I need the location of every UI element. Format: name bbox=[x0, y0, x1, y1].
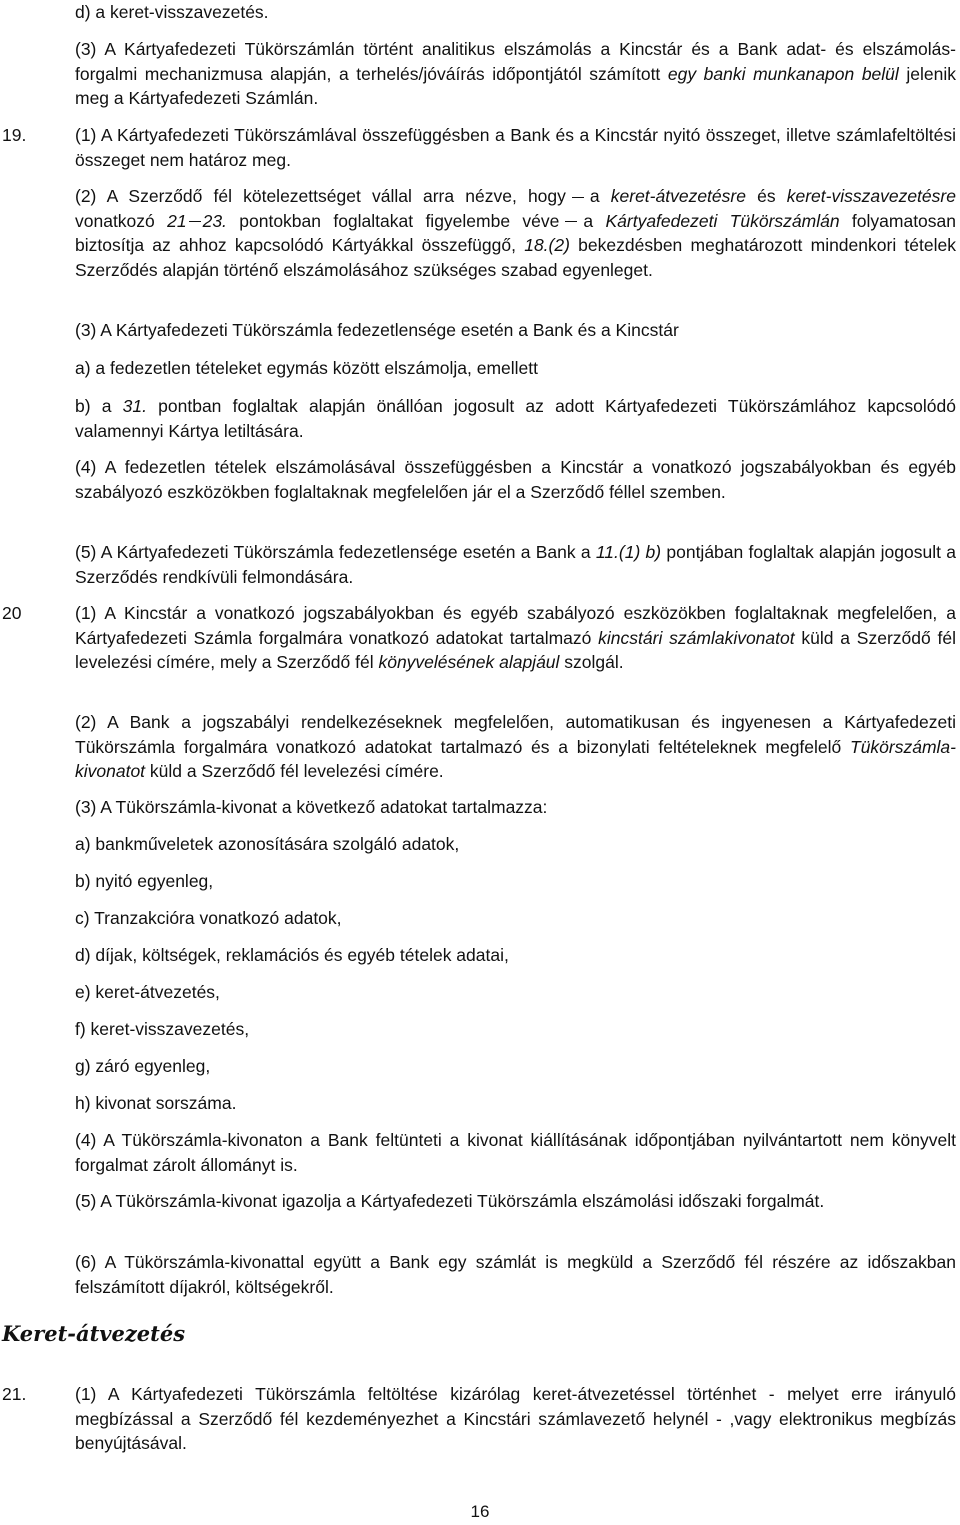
section-19-item-b: b) a 31. pontban foglaltak alapján önállóan jogosult az adott Kártyafedezeti Tükörszámlához kapcsolódó valamennyi Kártya letiltására. bbox=[75, 396, 956, 441]
section-21-paragraph-1: (1) A Kártyafedezeti Tükörszámla feltöltése kizárólag keret-átvezetéssel történhet - melyet erre irányuló megbízással a Szerződő fél kezdeményezhet a Kincstári számlavezető helynél - ,vagy elektronikus megbízás benyújtásával. bbox=[75, 1384, 956, 1453]
section-19-paragraph-1: (1) A Kártyafedezeti Tükörszámlával összefüggésben a Bank és a Kincstár nyitó összeget, illetve számlafeltöltési összeget nem határoz meg. bbox=[75, 125, 956, 170]
section-19-paragraph-2: (2) A Szerződő fél kötelezettséget vállal arra nézve, hogy a keret-átvezetésre és keret-visszavezetésre vonatkozó 21 23. pontokban foglaltakat figyelembe véve a Kártyafedezeti Tükörszámlán folyamatosan biztosítja az ahhoz kapcsolódó Kártyákkal összefüggő, 18.(2) bekezdésben meghatározott mindenkori tételek Szerződés alapján történő elszámolásához szükséges szabad egyenleget. bbox=[75, 186, 957, 280]
list-item: b) nyitó egyenleg, bbox=[75, 871, 214, 891]
list-item: f) keret-visszavezetés, bbox=[75, 1019, 250, 1039]
section-19-number: 19. bbox=[2, 125, 27, 145]
section-heading: Keret-átvezetés bbox=[2, 1321, 186, 1346]
section-20-paragraph-3: (3) A Tükörszámla-kivonat a következő adatokat tartalmazza: bbox=[75, 797, 548, 817]
list-item: a) bankműveletek azonosítására szolgáló adatok, bbox=[75, 834, 460, 854]
list-item: d) díjak, költségek, reklamációs és egyéb tételek adatai, bbox=[75, 945, 509, 965]
section-20-paragraph-1: (1) A Kincstár a vonatkozó jogszabályokban és egyéb szabályozó eszközökben foglaltaknak megfelelően, a Kártyafedezeti Számla forgalmára vonatkozó adatokat tartalmazó kincstári számlakivonatot küld a Szerződő fél levelezési címére, mely a Szerződő fél könyvelésének alapjául szolgál. bbox=[75, 603, 956, 672]
page-number: 16 bbox=[470, 1502, 490, 1521]
section-20-paragraph-2: (2) A Bank a jogszabályi rendelkezéseknek megfelelően, automatikusan és ingyenesen a Kártyafedezeti Tükörszámla forgalmára vonatkozó adatokat tartalmazó és a bizonylati feltételeknek megfelelő Tükörszámla-kivonatot küld a Szerződő fél levelezési címére. bbox=[75, 712, 956, 781]
section-19-paragraph-4: (4) A fedezetlen tételek elszámolásával összefüggésben a Kincstár a vonatkozó jogszabályokban és egyéb szabályozó eszközökben foglaltaknak megfelelően jár el a Szerződő féllel szemben. bbox=[75, 457, 956, 502]
section-19-paragraph-3: (3) A Kártyafedezeti Tükörszámla fedezetlensége esetén a Bank és a Kincstár bbox=[75, 320, 679, 340]
list-item: e) keret-átvezetés, bbox=[75, 982, 220, 1002]
list-item: g) záró egyenleg, bbox=[75, 1056, 211, 1076]
intro-line: d) a keret-visszavezetés. bbox=[75, 2, 269, 22]
section-21-number: 21. bbox=[2, 1384, 27, 1404]
list-item: h) kivonat sorszáma. bbox=[75, 1093, 237, 1113]
section-19-item-a: a) a fedezetlen tételeket egymás között elszámolja, emellett bbox=[75, 358, 539, 378]
section-20-number: 20 bbox=[2, 603, 22, 623]
list-item: c) Tranzakcióra vonatkozó adatok, bbox=[75, 908, 342, 928]
section-18-paragraph-3: (3) A Kártyafedezeti Tükörszámlán történt analitikus elszámolás a Kincstár és a Bank adat- és elszámolás-forgalmi mechanizmusa alapján, a terhelés/jóváírás időpontjától számított egy banki munkanapon belül jelenik meg a Kártyafedezeti Számlán. bbox=[75, 39, 956, 108]
dash bbox=[572, 197, 584, 198]
dash bbox=[565, 221, 577, 222]
section-20-paragraph-4: (4) A Tükörszámla-kivonaton a Bank feltünteti a kivonat kiállításának időpontjában nyilvántartott nem könyvelt forgalmat zárolt állományt is. bbox=[75, 1130, 956, 1175]
section-19-paragraph-5: (5) A Kártyafedezeti Tükörszámla fedezetlensége esetén a Bank a 11.(1) b) pontjában foglaltak alapján jogosult a Szerződés rendkívüli felmondására. bbox=[75, 542, 956, 587]
section-20-paragraph-6: (6) A Tükörszámla-kivonattal együtt a Bank egy számlát is megküld a Szerződő fél részére az időszakban felszámított díjakról, költségekről. bbox=[75, 1252, 956, 1297]
dash bbox=[189, 221, 201, 222]
section-20-paragraph-5: (5) A Tükörszámla-kivonat igazolja a Kártyafedezeti Tükörszámla elszámolási időszaki forgalmát. bbox=[75, 1191, 825, 1211]
